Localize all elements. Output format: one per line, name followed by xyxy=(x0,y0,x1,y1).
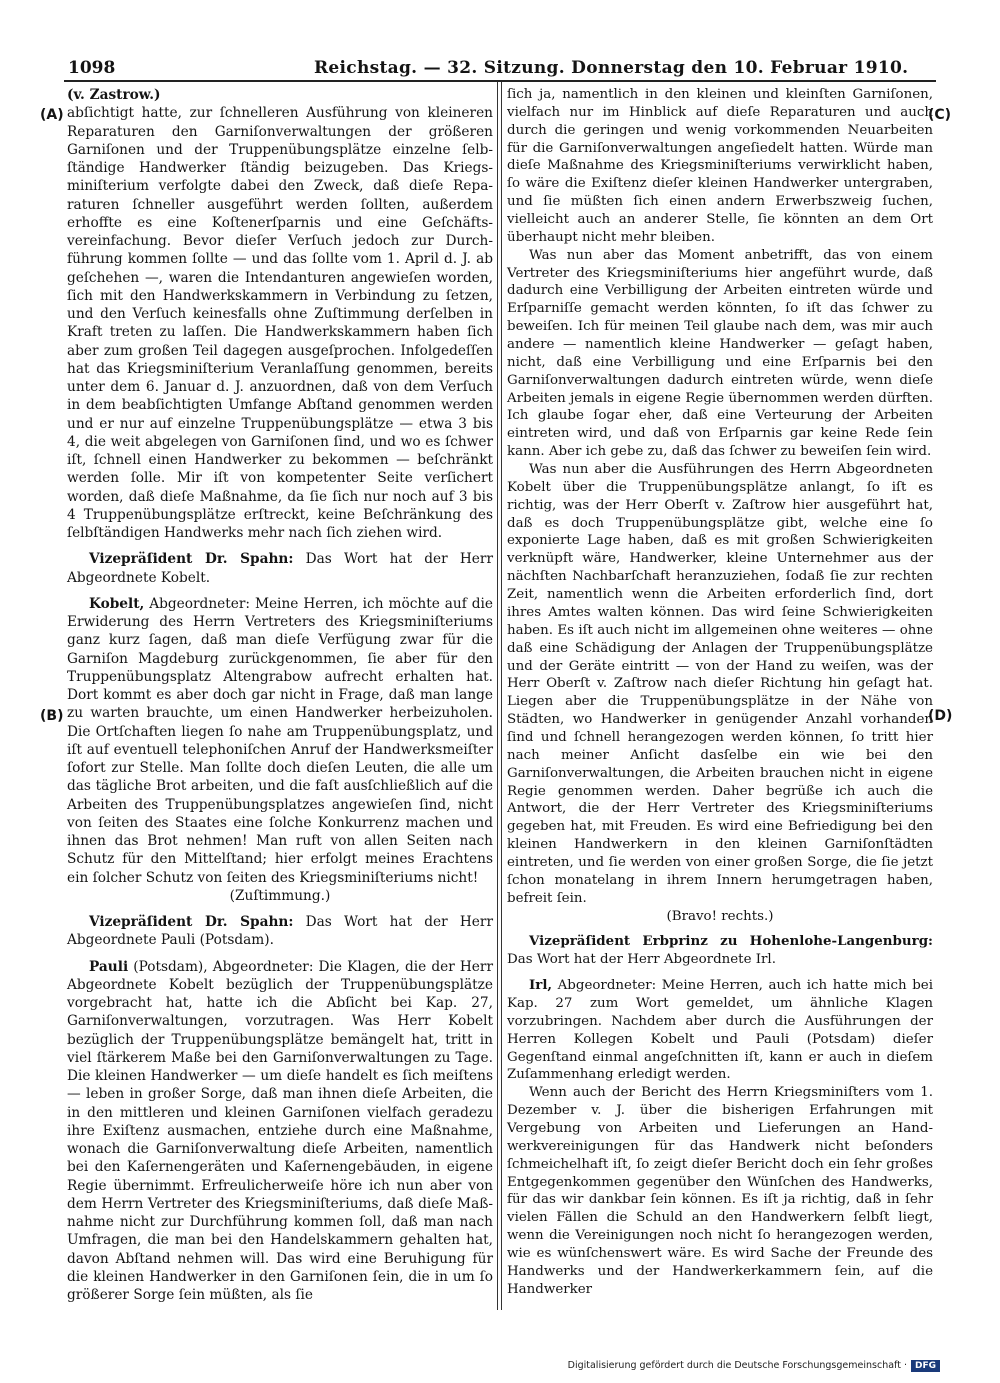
speaker-name: Irl, xyxy=(529,977,553,994)
paragraph-text: Abgeordneter: Meine Herren, ich möchte auf die Erwiderung des Herrn Vertreters des Kriegsminiſteriums ganz kurz ſagen, daß man dieſe Verfügung zwar für die Garniſon Magdeburg zurückgenommen, ſie aber für den Truppenübungsplatz Altengrabow aufrecht erhalten hat. Dort kommt es aber doch gar nicht in Frage, daß man lange zu warten brauchte, um einen Handwerker herbeizuholen. Die Ortſchaften liegen ſo nahe am Truppenübungsplatz, und iſt auf eventuell telephoniſchen Anruf der Handwerksmeiſter ſofort zur Stelle. Man ſollte doch dieſen Leuten, die alle um das tägliche Brot arbeiten, und die faſt ausſchließlich auf die Arbeiten des Truppenübungsplatzes angewieſen ſind, nicht von ſeiten des Staates eine ſolche Konkurrenz machen und ihnen das Brot nehmen! Man ruft von allen Seiten nach Schutz für den Mittelſtand; hier erfolgt meines Erachtens ein ſolcher Schutz von ſeiten des Kriegsminiſteriums nicht! xyxy=(67,595,493,886)
paragraph-text: Das Wort hat der Herr Abgeordnete Pauli (Potsdam). xyxy=(67,914,493,949)
header-rule xyxy=(64,80,936,82)
paragraph-text: Das Wort hat der Herr Abgeordnete Irl. xyxy=(507,952,776,968)
column-divider xyxy=(497,82,498,1310)
speaker-name: Pauli xyxy=(89,958,129,975)
interjection: (Zuſtimmung.) xyxy=(229,887,331,904)
paragraph xyxy=(67,958,493,1305)
margin-marker-a: (A) xyxy=(40,107,64,123)
paragraph xyxy=(507,933,933,969)
paragraph-text: Abgeordneter: Meine Herren, auch ich hatte mich bei Kap. 27 zum Wort gemeldet, um ähnliche Klagen vorzubringen. Nachdem aber durch die Ausführungen der Herren Kollegen Kobelt und Pauli (Potsdam) dieſer Gegenſtand einmal angeſchnitten iſt, kann er auch in dieſem Zuſammenhang erledigt werden. xyxy=(507,978,933,1083)
margin-marker-d: (D) xyxy=(928,708,953,724)
dfg-logo: DFG xyxy=(911,1360,940,1372)
running-head: Reichstag. — 32. Sitzung. Donnerstag den 10. Februar 1910. xyxy=(314,58,909,78)
paragraph-text: (Potsdam), Abgeordneter: Die Klagen, die der Herr Abgeordnete Kobelt bezüglich der Truppenübungsplätze vorgebracht hat, hatte ich die Abſicht bei Kap. 27, Garniſonverwaltungen, vorzutragen. Was Herr Kobelt bezüglich der Truppenübungsplätze bemängelt hat, tritt in viel ſtärkerem Maße bei den Garniſonverwaltungen zu Tage. Die kleinen Handwerker — um dieſe handelt es ſich meiſtens — leben in großer Sorge, daß man ihnen dieſe Arbeiten, die in den mittleren und kleinen Garniſonen vielfach geradezu ihre Exiſtenz ausmachen, entziehe durch eine Maßnahme, wonach die Garniſonverwaltung dieſe Arbeiten, namentlich bei den Kaſernengeräten und Kaſernengebäuden, in eigene Regie übernimmt. Erfreulicherweiſe höre ich nun aber von dem Herrn Vertreter des Kriegsminiſteriums, daß dieſe Maßnahme nicht zur Durchführung kommen ſoll, daß man nach Umfragen, die man bei den Handelskammern gehalten hat, davon Abſtand nehmen will. Das wird eine Beruhigung für die kleinen Handwerker in den Garniſonen ſein, die in um ſo größerer Sorge ſein müßten, als ſie xyxy=(67,958,493,1303)
paragraph xyxy=(67,913,493,950)
speaker-name: Kobelt, xyxy=(89,595,145,612)
paragraph xyxy=(507,977,933,1084)
paragraph xyxy=(67,595,493,887)
paragraph: Was nun aber das Moment anbetrifft, das von einem Vertreter des Kriegsminiſteriums hier angeführt wurde, daß dadurch eine Verbilligung der Arbeiten eintreten würde und Erſparniſſe gemacht werden könnten, ſo iſt das ſchwer zu beweiſen. Ich für meinen Teil glaube nach dem, was mir auch andere — namentlich kleine Handwerker — geſagt haben, nicht, daß eine Verbilligung und eine Erſparnis bei den Garniſonverwaltungen dadurch eintreten würde, wenn dieſe Arbeiten jemals in eigene Regie übernommen werden dürften. Ich glaube ſogar eher, daß eine Verteurung der Arbeiten eintreten wird, und daß von Erſparnis gar keine Rede ſein kann. Aber ich gebe zu, daß das ſchwer zu beweiſen ſein wird. xyxy=(507,247,933,460)
speaker-name: Vizepräſident Dr. Spahn: xyxy=(89,551,294,568)
margin-marker-b: (B) xyxy=(40,708,64,724)
left-column xyxy=(67,86,493,1304)
speaker-continuation: (v. Zastrow.) xyxy=(67,87,161,103)
speaker-name: Vizepräſident Dr. Spahn: xyxy=(89,914,294,930)
speaker-name: Vizepräſident Erbprinz zu Hohenlohe-Langenburg: xyxy=(529,933,933,950)
paragraph: abſichtigt hatte, zur ſchnelleren Ausführung von kleineren Reparaturen den Garniſonverwaltungen der größeren Garniſonen und der Truppenübungsplätze einzelne ſelbſtändige Handwerker ſtändig beizugeben. Das Kriegsminiſterium verfolgte dabei den Zweck, daß dieſe Reparaturen ſchneller ausgeführt werden ſollten, außerdem erhoffte es eine Koſtenerſparnis und eine Geſchäftsvereinfachung. Bevor dieſer Verſuch jedoch zur Durchführung kommen ſollte — und das ſollte vom 1. April d. J. ab geſchehen —, waren die Intendanturen angewieſen worden, ſich mit den Handwerkskammern in Verbindung zu ſetzen, und den Verſuch keinesfalls ohne Zuſtimmung derſelben in Kraft treten zu laſſen. Die Handwerkskammern haben ſich aber zum großen Teil dagegen ausgeſprochen. Infolgedeſſen hat das Kriegsminiſterium Veranlaſſung genommen, bereits unter dem 6. Januar d. J. anzuordnen, daß von dem Verſuch in dem beabſichtigten Umfange Abſtand genommen werden und er nur auf einzelne Truppenübungsplätze — etwa 3 bis 4, die weit abgelegen von Garniſonen ſind, und wo es ſchwer iſt, ſchnell einen Handwerker zu bekommen — beſchränkt werden ſolle. Mir iſt von kompetenter Seite verſichert worden, daß dieſe Maßnahme, da ſie ſich nur noch auf 3 bis 4 Truppenübungsplätze erſtreckt, keine Beſchränkung des ſelbſtändigen Handwerks mehr nach ſich ziehen wird. xyxy=(67,105,493,541)
paragraph: Was nun aber die Ausführungen des Herrn Abgeordneten Kobelt über die Truppenübungsplätze anlangt, ſo iſt es richtig, was der Herr Oberſt v. Zaſtrow hier ausgeführt hat, daß es doch Truppenübungsplätze gibt, welche eine ſo exponierte Lage haben, daß es mit großen Schwierigkeiten verknüpft wäre, Handwerker, kleine Unternehmer aus der nächſten Nachbarſchaft heranzuziehen, ſodaß ſie zur rechten Zeit, namentlich wenn die Arbeiten erforderlich ſind, dort ihres Amtes walten können. Das wird ſeine Schwierigkeiten haben. Es iſt auch nicht im allgemeinen ohne weiteres — ohne daß eine Schädigung der Anlagen der Truppenübungsplätze und der Geräte eintritt — von der Hand zu weiſen, was der Herr Oberſt v. Zaſtrow nach dieſer Richtung hin geſagt hat. Liegen aber die Truppenübungsplätze in der Nähe von Städten, wo Handwerker in genügender Anzahl vorhanden ſind und ſchnell herangezogen werden können, ſo tritt hier nach meiner Anſicht dasſelbe ein wie bei den Garniſonverwaltungen, die Arbeiten brauchen nicht in eigene Regie genommen werden. Daher begrüße ich auch die Antwort, die der Herr Vertreter des Kriegsminiſteriums gegeben hat, mit Freuden. Es wird eine Befriedigung bei den kleinen Handwerkern in den kleinen Garniſonſtädten eintreten, und ſie werden von einer großen Sorge, die ſie jetzt ſchon monatelang in ihrem Innern herumgetragen haben, befreit ſein. xyxy=(507,462,933,906)
interjection: (Bravo! rechts.) xyxy=(666,908,774,924)
right-column xyxy=(507,86,933,1299)
paragraph: ſich ja, namentlich in den kleinen und kleinſten Garniſonen, vielfach nur im Hinblick auf dieſe Reparaturen und auch durch die geringen und wenig vorkommenden Neuarbeiten für die Garniſonverwaltungen angeſiedelt hatten. Würde man dieſe Maßnahme des Kriegsminiſteriums verwirklicht haben, ſo wäre die Exiſtenz dieſer kleinen Handwerker untergraben, und ſie müßten ſich einen andern Erwerbszweig ſuchen, vielleicht auch an anderer Stelle, ſie könnten an dem Ort überhaupt nicht mehr bleiben. xyxy=(507,87,933,245)
page-number: 1098 xyxy=(68,58,116,78)
paragraph xyxy=(67,550,493,587)
footer-text: Digitalisierung gefördert durch die Deutsche Forschungsgemeinschaft · xyxy=(567,1360,907,1371)
column-divider-second xyxy=(501,82,502,1310)
page-header xyxy=(64,52,936,82)
footer xyxy=(568,1360,940,1372)
paragraph-text: Das Wort hat der Herr Abgeordnete Kobelt. xyxy=(67,551,493,586)
margin-marker-c: (C) xyxy=(928,107,952,123)
paragraph: Wenn auch der Bericht des Herrn Kriegsminiſters vom 1. Dezember v. J. über die bisherigen Erfahrungen mit Vergebung von Arbeiten und Lieferungen an Handwerkvereinigungen für das Handwerk nicht beſonders ſchmeichelhaft iſt, ſo zeigt dieſer Bericht doch ein ſehr großes Entgegenkommen gegenüber den Wünſchen des Handwerks, für das wir dankbar ſein können. Es iſt ja richtig, daß in ſehr vielen Fällen die Schuld an den Handwerkern ſelbſt liegt, wenn die Vereinigungen noch nicht ſo herangezogen werden, wie es wünſchenswert wäre. Es wird Sache der Freunde des Handwerks und der Handwerkerkammern ſein, auf die Handwerker xyxy=(507,1085,933,1297)
